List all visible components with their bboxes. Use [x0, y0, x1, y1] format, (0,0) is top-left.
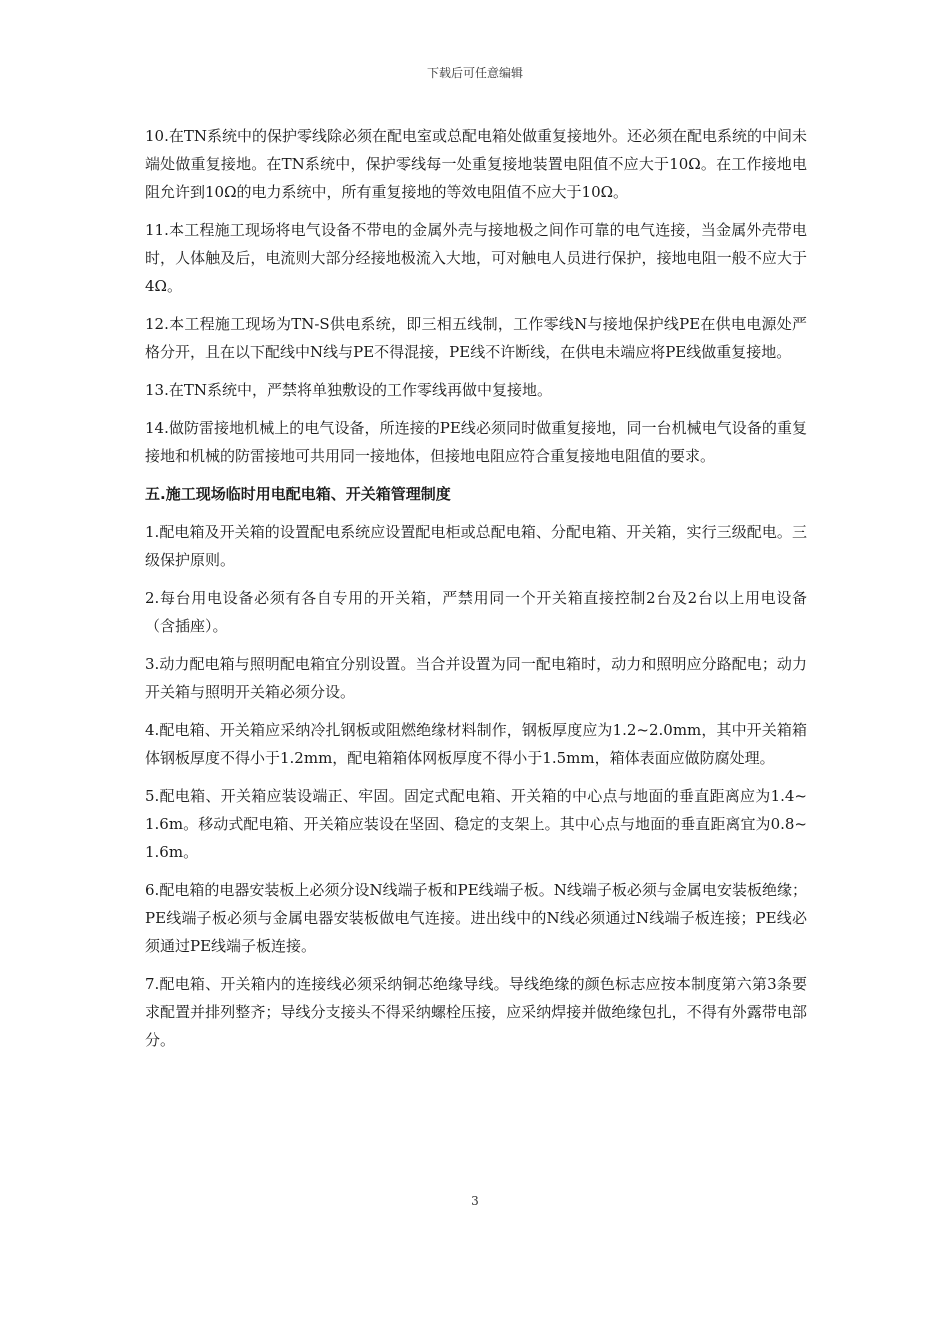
page-number: 3 [471, 1194, 479, 1208]
section-item-2: 2.每台用电设备必须有各自专用的开关箱，严禁用同一个开关箱直接控制2台及2台以上用电设备（含插座）。 [145, 589, 807, 635]
section-item-3: 3.动力配电箱与照明配电箱宜分别设置。当合并设置为同一配电箱时，动力和照明应分路配电；动力开关箱与照明开关箱必须分设。 [145, 655, 807, 701]
paragraph-14: 14.做防雷接地机械上的电气设备，所连接的PE线必须同时做重复接地，同一台机械电气设备的重复接地和机械的防雷接地可共用同一接地体，但接地电阻应符合重复接地电阻值的要求。 [145, 419, 807, 465]
section-item-1: 1.配电箱及开关箱的设置配电系统应设置配电柜或总配电箱、分配电箱、开关箱，实行三级配电。三级保护原则。 [145, 523, 807, 569]
page-header: 下载后可任意编辑 [426, 66, 523, 80]
paragraph-12: 12.本工程施工现场为TN-S供电系统，即三相五线制，工作零线N与接地保护线PE在供电电源处严格分开，且在以下配线中N线与PE不得混接，PE线不许断线，在供电未端应将PE线做重复接地。 [145, 315, 807, 361]
paragraph-10: 10.在TN系统中的保护零线除必须在配电室或总配电箱处做重复接地外。还必须在配电系统的中间未端处做重复接地。在TN系统中，保护零线每一处重复接地装置电阻值不应大于10Ω。在工作接地电阻允许到10Ω的电力系统中，所有重复接地的等效电阻值不应大于10Ω。 [145, 127, 807, 201]
document-body [145, 122, 807, 1064]
section-heading: 五.施工现场临时用电配电箱、开关箱管理制度 [145, 485, 451, 503]
paragraph-13: 13.在TN系统中，严禁将单独敷设的工作零线再做中复接地。 [145, 381, 552, 399]
section-item-7: 7.配电箱、开关箱内的连接线必须采纳铜芯绝缘导线。导线绝缘的颜色标志应按本制度第六第3条要求配置并排列整齐；导线分支接头不得采纳螺栓压接，应采纳焊接并做绝缘包扎，不得有外露带电部分。 [145, 975, 807, 1049]
section-item-4: 4.配电箱、开关箱应采纳冷扎钢板或阻燃绝缘材料制作，钢板厚度应为1.2~2.0mm，其中开关箱箱体钢板厚度不得小于1.2mm，配电箱箱体网板厚度不得小于1.5mm，箱体表面应做防腐处理。 [145, 721, 807, 767]
section-item-6: 6.配电箱的电器安装板上必须分设N线端子板和PE线端子板。N线端子板必须与金属电安装板绝缘；PE线端子板必须与金属电器安装板做电气连接。进出线中的N线必须通过N线端子板连接；PE线必须通过PE线端子板连接。 [145, 881, 807, 955]
section-item-5: 5.配电箱、开关箱应装设端正、牢固。固定式配电箱、开关箱的中心点与地面的垂直距离应为1.4~1.6m。移动式配电箱、开关箱应装设在坚固、稳定的支架上。其中心点与地面的垂直距离宜为0.8~1.6m。 [145, 787, 807, 861]
paragraph-11: 11.本工程施工现场将电气设备不带电的金属外壳与接地极之间作可靠的电气连接，当金属外壳带电时，人体触及后，电流则大部分经接地极流入大地，可对触电人员进行保护，接地电阻一般不应大于4Ω。 [145, 221, 807, 295]
